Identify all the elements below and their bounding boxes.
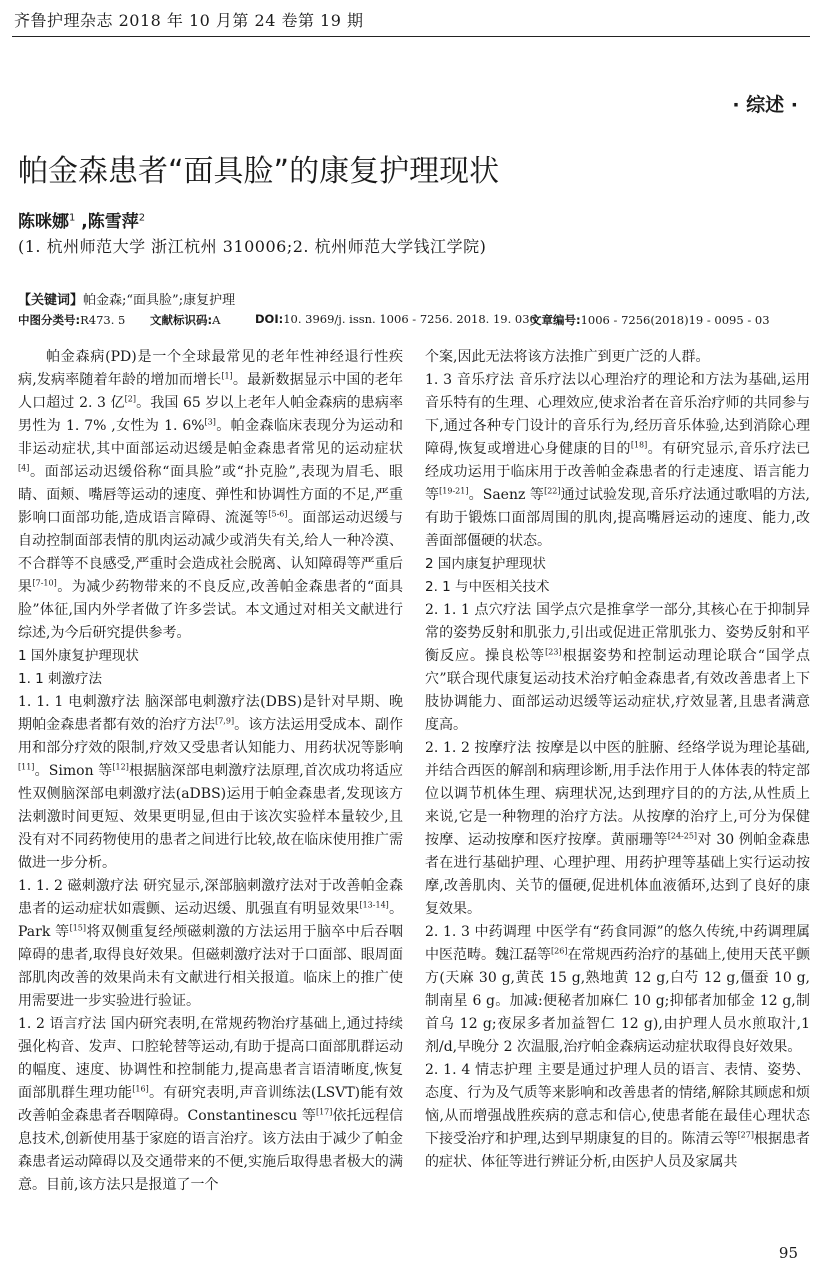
- paragraph: 2. 1. 4 情志护理 主要是通过护理人员的语言、表情、姿势、态度、行为及气质等来影响和改善患者的情绪,解除其顾虑和烦恼,从而增强战胜疾病的意志和信心,使患者能在最佳心理状态下接受治疗和护理,达到早期康复的目的。陈清云等[27]根据患者的症状、体征等进行辨证分析,由医护人员及家属共: [425, 1062, 811, 1170]
- citation: [4]: [18, 463, 30, 473]
- article-title: 帕金森患者“面具脸”的康复护理现状: [18, 154, 500, 189]
- journal-header: 齐鲁护理杂志 2018 年 10 月第 24 卷第 19 期: [14, 11, 364, 30]
- citation: [11]: [18, 762, 35, 772]
- paragraph: 2. 1. 3 中药调理 中医学有“药食同源”的悠久传统,中药调理属中医范畴。魏江磊等[26]在常规西药治疗的基础上,使用天芪平颤方(天麻 30 g,黄芪 15 g,熟地黄 12 g,白芍 12 g,僵蚕 10 g,制南星 6 g。加减:便秘者加麻仁 10 g;抑郁者加郁金 12 g,制首乌 12 g;夜尿多者加益智仁 12 g),由护理人员水煎取汁,1 剂/d,早晚分 2 次温服,治疗帕金森病运动症状取得良好效果。: [425, 924, 811, 1055]
- paragraph: 2. 1. 1 点穴疗法 国学点穴是推拿学一部分,其核心在于抑制异常的姿势反射和肌张力,引出或促进正常肌张力、姿势反射和平衡反应。操良松等[23]根据姿势和控制运动理论联合“国学点穴”联合现代康复运动技术治疗帕金森患者,有效改善患者上下肢协调能力、面部运动迟缓等运动症状,疗效显著,且患者满意度高。: [425, 602, 811, 733]
- keywords: [18, 289, 235, 308]
- citation: [13-14]: [359, 900, 389, 910]
- subsection-heading: 1. 1 刺激疗法: [18, 671, 103, 687]
- citation: [22]: [544, 486, 561, 496]
- citation: [23]: [545, 647, 562, 657]
- left-column: [18, 346, 403, 1197]
- paragraph: 1. 2 语言疗法 国内研究表明,在常规药物治疗基础上,通过持续强化构音、发声、口腔轮替等运动,有助于提高口面部肌群运动的幅度、速度、协调性和控制能力,提高患者言语清晰度,恢复面部肌群生理功能[16]。有研究表明,声音训练法(LSVT)能有效改善帕金森患者吞咽障碍。Constantinescu 等[17]依托远程信息技术,创新使用基于家庭的语言治疗。该方法由于减少了帕金森患者运动障碍以及交通带来的不便,实施后取得患者极大的满意。目前,该方法只是报道了一个: [18, 1016, 404, 1193]
- citation: [2]: [124, 394, 136, 404]
- citation: [7,9]: [215, 716, 235, 726]
- affiliations: (1. 杭州师范大学 浙江杭州 310006;2. 杭州师范大学钱江学院): [18, 237, 487, 256]
- header-rule: [12, 36, 810, 37]
- citation: [16]: [132, 1084, 149, 1094]
- citation: [7-10]: [32, 578, 57, 588]
- subsection-heading: 2. 1 与中医相关技术: [425, 579, 550, 595]
- doi: DOI:10. 3969/j. issn. 1006 - 7256. 2018. 19. 036: [255, 312, 537, 326]
- article-number: 文章编号:1006 - 7256(2018)19 - 0095 - 03: [530, 313, 770, 327]
- article-meta: [18, 312, 804, 328]
- right-column: [425, 346, 810, 1174]
- citation: [15]: [69, 923, 87, 933]
- doc-code: 文献标识码:A: [150, 313, 221, 327]
- clc-code: 中图分类号:R473. 5: [18, 313, 126, 327]
- keywords-text: 帕金森;“面具脸”;康复护理: [83, 293, 236, 308]
- citation: [5-6]: [268, 509, 288, 519]
- paragraph: 个案,因此无法将该方法推广到更广泛的人群。: [425, 349, 710, 365]
- paragraph: 1. 1. 2 磁刺激疗法 研究显示,深部脑刺激疗法对于改善帕金森患者的运动症状如震颤、运动迟缓、肌强直有明显效果[13-14]。Park 等[15]将双侧重复经颅磁刺激的方法运用于脑卒中后吞咽障碍的患者,取得良好效果。但磁刺激疗法对于口面部、眼周面部肌肉改善的效果尚未有文献进行相关报道。临床上的推广使用需要进一步实验进行验证。: [18, 878, 404, 1009]
- citation: [24-25]: [667, 831, 698, 841]
- author-1: 陈咪娜: [18, 212, 69, 232]
- section-heading: 1 国外康复护理现状: [18, 648, 139, 664]
- page-number: 95: [778, 1244, 798, 1262]
- citation: [27]: [737, 1130, 754, 1140]
- section-heading: 2 国内康复护理现状: [425, 556, 546, 572]
- citation: [12]: [112, 762, 129, 772]
- citation: [18]: [630, 440, 648, 450]
- citation: [17]: [315, 1107, 333, 1117]
- author-1-affil: 1: [69, 212, 76, 224]
- paragraph: 1. 1. 1 电刺激疗法 脑深部电刺激疗法(DBS)是针对早期、晚期帕金森患者都有效的治疗方法[7,9]。该方法运用受成本、副作用和部分疗效的限制,疗效又受患者认知能力、用药状况等影响[11]。Simon 等[12]根据脑深部电刺激疗法原理,首次成功将适应性双侧脑深部电刺激疗法(aDBS)运用于帕金森患者,发现该方法刺激时间更短、效果更明显,但由于该次实验样本量较少,且没有对不同药物使用的患者之间进行比较,故在临床使用推广需做进一步分析。: [18, 694, 403, 871]
- author-2: ,陈雪萍: [75, 212, 139, 232]
- citation: [26]: [551, 946, 568, 956]
- section-tag: · 综述 ·: [732, 94, 798, 116]
- citation: [19-21]: [439, 486, 469, 496]
- authors: [18, 207, 145, 232]
- paragraph: 1. 3 音乐疗法 音乐疗法以心理治疗的理论和方法为基础,运用音乐特有的生理、心理效应,使求治者在音乐治疗师的共同参与下,通过各种专门设计的音乐行为,经历音乐体验,达到消除心理障碍,恢复或增进心身健康的目的[18]。有研究显示,音乐疗法已经成功运用于临床用于改善帕金森患者的行走速度、语言能力等[19-21]。Saenz 等[22]通过试验发现,音乐疗法通过歌唱的方法,有助于锻炼口面部周围的肌肉,提高嘴唇运动的速度、能力,改善面部僵硬的状态。: [425, 372, 810, 549]
- citation: [1]: [221, 371, 233, 381]
- paragraph: 2. 1. 2 按摩疗法 按摩是以中医的脏腑、经络学说为理论基础,并结合西医的解剖和病理诊断,用手法作用于人体体表的特定部位以调节机体生理、病理状况,达到理疗目的的方法,从性质上来说,它是一种物理的治疗方法。从按摩的治疗上,可分为保健按摩、运动按摩和医疗按摩。黄丽珊等[24-25]对 30 例帕金森患者在进行基础护理、心理护理、用药护理等基础上实行运动按摩,改善肌肉、关节的僵硬,促进机体血液循环,达到了良好的康复效果。: [425, 740, 811, 917]
- citation: [3]: [204, 417, 216, 427]
- paragraph: 帕金森病(PD)是一个全球最常见的老年性神经退行性疾病,发病率随着年龄的增加而增长[1]。最新数据显示中国的老年人口超过 2. 3 亿[2]。我国 65 岁以上老年人帕金森病的患病率男性为 1. 7% ,女性为 1. 6%[3]。帕金森临床表现分为运动和非运动症状,其中面部运动迟缓是帕金森患者常见的运动症状[4]。面部运动迟缓俗称“面具脸”或“扑克脸”,表现为眉毛、眼睛、面颊、嘴唇等运动的速度、弹性和协调性方面的不足,严重影响口面部功能,造成语言障碍、流涎等[5-6]。面部运动迟缓与自动控制面部表情的肌肉运动减少或消失有关,给人一种冷漠、不合群等不良感受,严重时会造成社会脱离、认知障碍等严重后果[7-10]。为减少药物带来的不良反应,改善帕金森患者的“面具脸”体征,国内外学者做了许多尝试。本文通过对相关文献进行综述,为今后研究提供参考。: [18, 349, 404, 641]
- author-2-affil: 2: [138, 212, 146, 224]
- keywords-label: 【关键词】: [18, 293, 84, 308]
